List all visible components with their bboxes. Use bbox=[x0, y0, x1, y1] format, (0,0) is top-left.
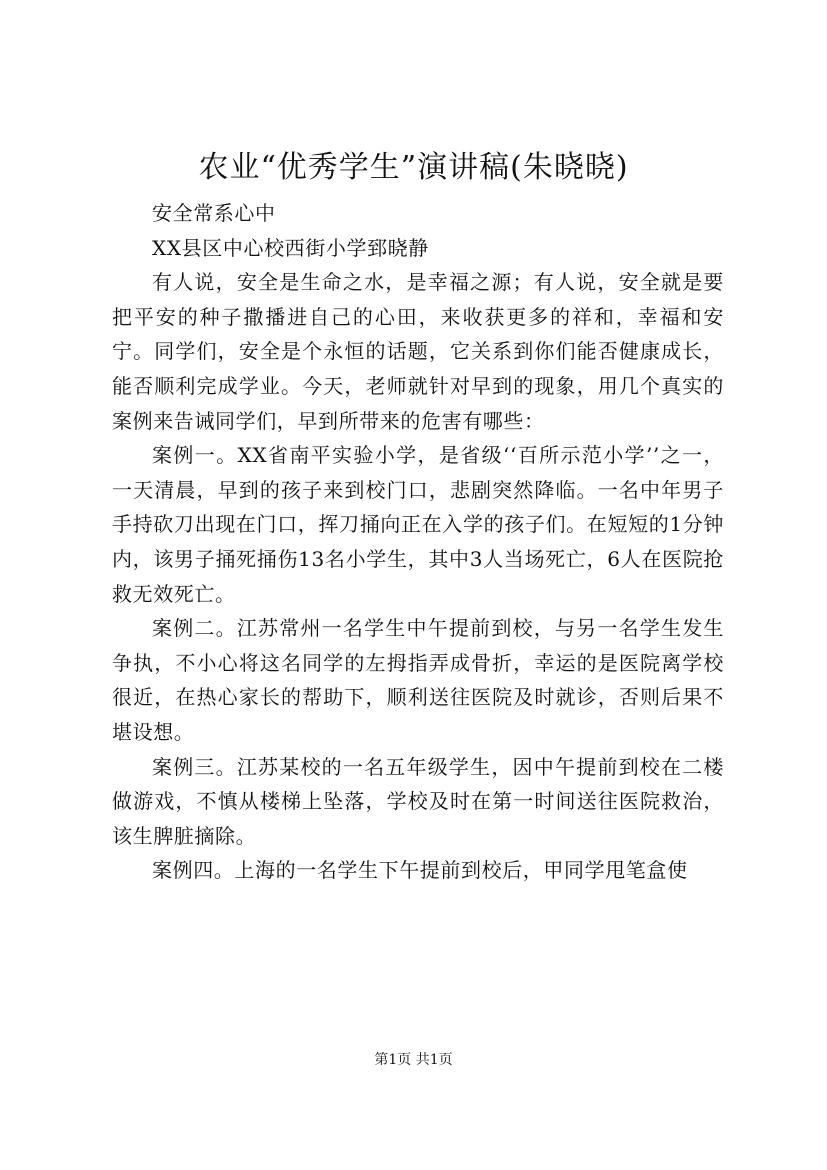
speech-subtitle: 安全常系心中 bbox=[152, 201, 276, 225]
intro-paragraph: 有人说，安全是生命之水，是幸福之源；有人说，安全就是要把平安的种子撒播进自己的心田，来收获更多的祥和，幸福和安宁。同学们，安全是个永恒的话题，它关系到你们能否健康成长，能否顺利完成学业。今天，老师就针对早到的现象，用几个真实的案例来告诫同学们，早到所带来的危害有哪些： bbox=[112, 270, 724, 433]
case-two-paragraph: 案例二。江苏常州一名学生中午提前到校，与另一名学生发生争执，不小心将这名同学的左拇指弄成骨折，幸运的是医院离学校很近，在热心家长的帮助下，顺利送往医院及时就诊，否则后果不堪设想。 bbox=[112, 616, 724, 744]
page-number-footer: 第1页 共1页 bbox=[374, 1052, 453, 1068]
case-one-paragraph: 案例一。XX省南平实验小学，是省级‘‘百所示范小学’’之一，一天清晨，早到的孩子来到校门口，悲剧突然降临。一名中年男子手持砍刀出现在门口，挥刀捅向正在入学的孩子们。在短短的1分钟内，该男子捅死捅伤13名小学生，其中3人当场死亡，6人在医院抢救无效死亡。 bbox=[112, 443, 724, 606]
document-body bbox=[112, 196, 724, 888]
document-title: 农业“优秀学生”演讲稿(朱晓晓) bbox=[198, 150, 629, 185]
author-line: XX县区中心校西街小学郅晓静 bbox=[152, 235, 429, 260]
case-four-paragraph: 案例四。上海的一名学生下午提前到校后，甲同学甩笔盒使 bbox=[152, 858, 688, 883]
case-three-paragraph: 案例三。江苏某校的一名五年级学生，因中午提前到校在二楼做游戏，不慎从楼梯上坠落，学校及时在第一时间送往医院救治，该生脾脏摘除。 bbox=[112, 754, 724, 848]
